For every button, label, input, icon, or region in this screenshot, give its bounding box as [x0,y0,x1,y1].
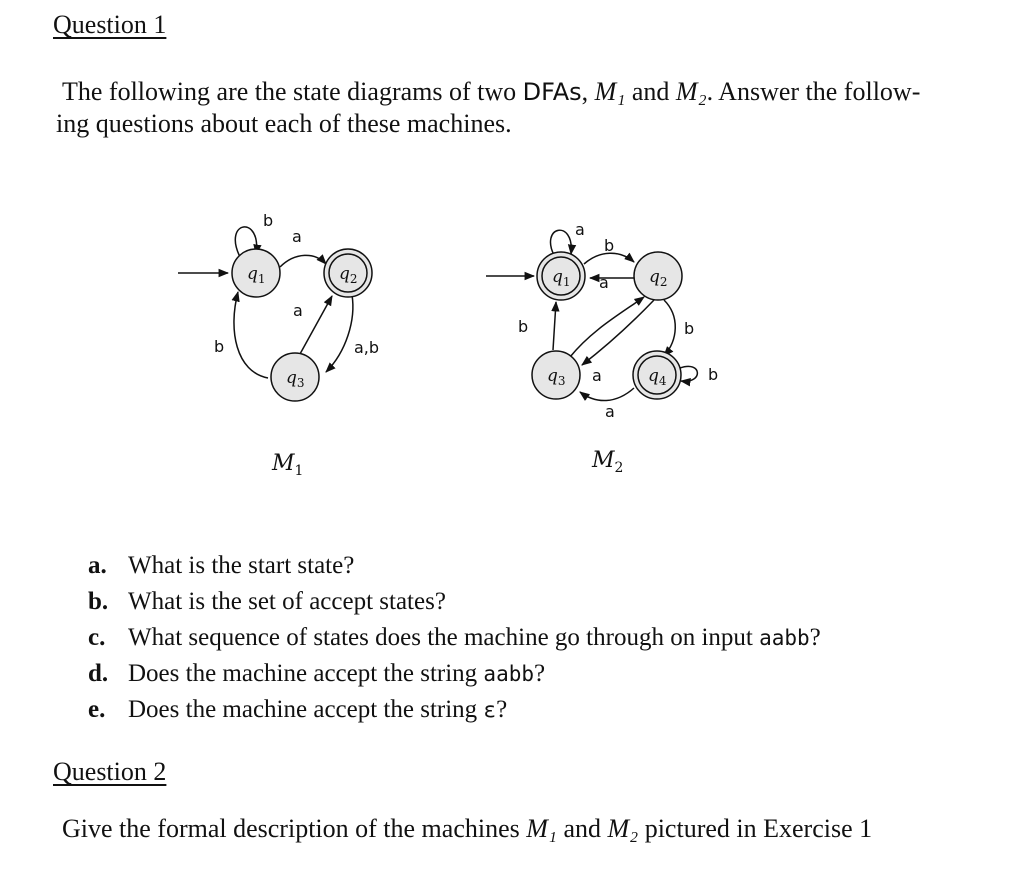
question-item-e [88,692,821,728]
diagram-m2 [486,220,718,476]
svg-text:q1: $q_1$ [552,267,571,289]
question-text: Does the machine accept the string [128,696,484,723]
m1-edge-q3-q1 [234,292,268,378]
question-2-m2: M₂ [607,814,639,843]
question-code: aabb [759,626,810,650]
intro-m1: M₁ [594,77,626,106]
m1-edge-q1-q2 [280,255,326,267]
m2-label-q1-q2: b [604,236,615,255]
question-letter: d. [88,660,109,687]
m1-state-q1 [232,249,280,297]
question-letter: c. [88,624,106,651]
question-tail: ? [496,696,508,723]
svg-text:q2: $q_2$ [339,264,358,286]
m2-edge-q3-q2 [570,297,644,357]
question-2-heading: Question 2 [53,757,167,786]
question-2-and: and [556,814,608,843]
m2-state-q1 [537,252,585,300]
m1-state-q2 [324,249,372,297]
svg-text:q3: $q_3$ [547,366,566,388]
question-1-heading: Question 1 [53,10,167,39]
question-tail: ? [809,624,821,651]
m2-state-q2 [634,252,682,300]
intro-and: and [625,77,676,106]
m1-label-q3-q1: b [214,337,225,356]
m2-label-q1-loop: a [575,220,585,239]
intro-tail: . Answer the follow- [706,77,921,106]
question-2-text [62,813,872,845]
intro-dfas: DFAs [522,78,582,106]
m2-q4-self-loop [680,366,697,381]
question-text: Does the machine accept the string [128,660,484,687]
m1-state-q3 [271,353,319,401]
m1-label-q1-q2: a [292,227,302,246]
question-item-c [88,620,821,656]
question-tail: ? [534,660,546,687]
m2-label-q2-q1: a [599,273,609,292]
m2-caption: $M_2$ [592,448,624,476]
m1-label-q3-q2: a [293,301,303,320]
m2-label-q4-q3: a [605,402,615,421]
question-text: What is the set of accept states? [128,588,446,615]
m2-edge-q4-q3 [580,388,634,401]
m2-state-q4 [633,351,681,399]
question-letter: e. [88,696,106,723]
question-2-m1: M₁ [526,814,557,843]
m2-label-q2-q4: b [684,319,695,338]
question-item-b [88,584,821,620]
m2-state-q3 [532,351,580,399]
question-code: ε [483,698,497,722]
question-item-a [88,548,821,584]
intro-text: The following are the state diagrams of two [62,77,523,106]
intro-m2: M₂ [675,77,707,106]
m2-label-q4-loop: b [708,365,719,384]
m1-label-q2-q3: a,b [354,338,380,357]
m1-caption: $M_1$ [272,451,304,479]
question-text: What sequence of states does the machine go through on input [128,624,760,651]
m2-label-q3-q1: b [518,317,529,336]
m1-label-q1-loop: b [263,211,274,230]
svg-text:q3: $q_3$ [286,368,305,390]
intro-line-2: ing questions about each of these machines. [56,109,512,138]
intro-comma: , [581,77,595,106]
question-code: aabb [483,662,534,686]
question-item-d [88,656,821,692]
svg-text:q4: $q_4$ [648,366,667,388]
m2-edge-q2-q4 [664,300,675,356]
m2-edge-q3-q1 [553,302,556,350]
svg-text:q1: $q_1$ [247,264,266,286]
question-1-list [88,548,821,728]
question-letter: b. [88,588,109,615]
question-2-tail: pictured in Exercise 1 [638,814,873,843]
m2-label-q3-q2: a [592,366,602,385]
m1-edge-q2-q3 [326,295,353,372]
svg-text:q2: $q_2$ [649,267,668,289]
question-text: What is the start state? [128,552,355,579]
diagram-m1 [178,211,379,479]
question-2-body: Give the formal description of the machines [62,814,527,843]
question-letter: a. [88,552,107,579]
m1-edge-q3-q2 [300,296,332,354]
